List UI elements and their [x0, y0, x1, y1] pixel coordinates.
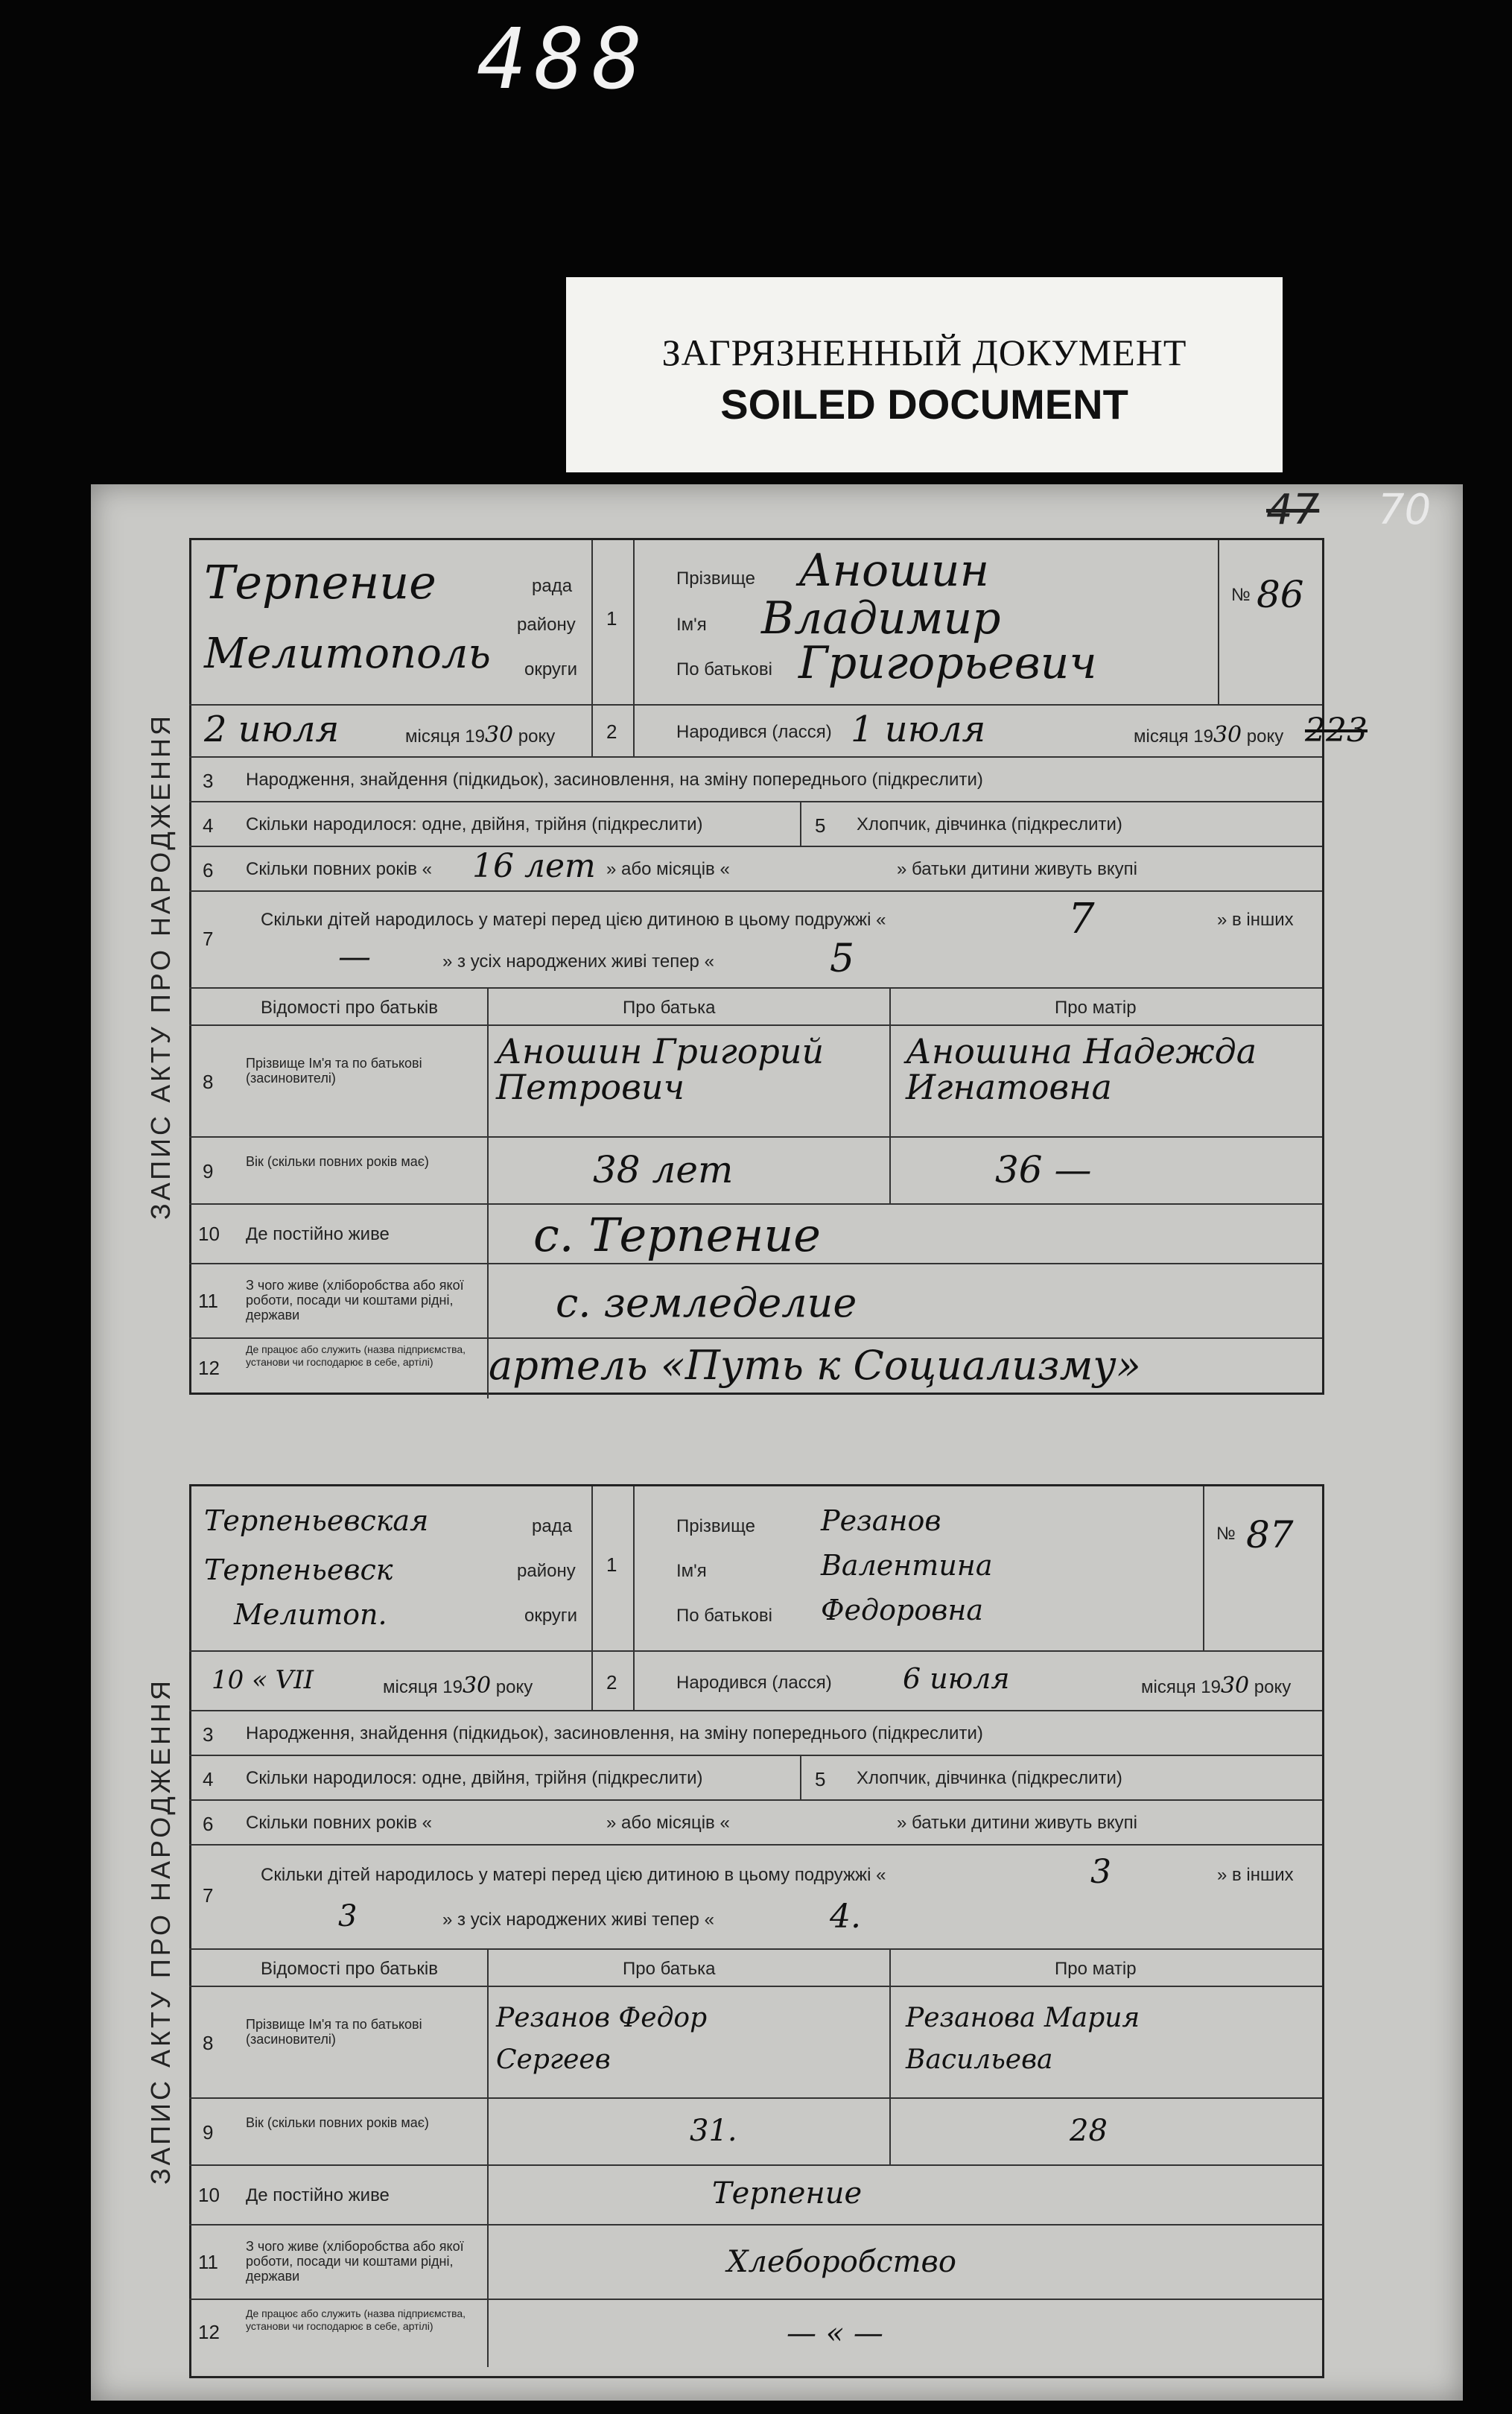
children-alive-value: 5 [830, 937, 855, 981]
row-6: 6 Скільки повних років « 16 лет » або місяців « » батьки дитини живуть вкупі [189, 846, 1322, 892]
born-roku-label: року [1246, 726, 1284, 747]
row5-label: Хлопчик, дівчинка (підкреслити) [857, 1768, 1122, 1788]
row-4: 4 Скільки народилося: одне, двійня, трійня (підкреслити) 5 Хлопчик, дівчинка (підкреслити) [189, 801, 1322, 847]
children-other-value: — [338, 938, 371, 976]
row-12: 12 Де працює або служить (назва підприємства, установи чи господарює в себе, артілі) — « — [189, 2299, 1322, 2367]
row-number-2: 2 [591, 706, 633, 758]
page-note [1266, 486, 1432, 534]
row10-label: Де постійно живе [246, 2185, 390, 2205]
form-grid-2 [189, 1484, 1324, 2378]
narodyvsya-label: Народився (ласся) [676, 722, 832, 742]
mother-name-value: Резанова Мария Васильева [906, 2003, 1140, 2075]
surname-value: Резанов [821, 1504, 941, 1537]
name-value: Валентина [821, 1549, 993, 1582]
row3-label: Народження, знайдення (підкидьок), засиновлення, на зміну попереднього (підкреслити) [246, 770, 983, 790]
pro-matir-label: Про матір [1055, 1959, 1137, 1979]
child-name-cell [633, 540, 1218, 704]
row8-label: Прізвище Ім'я та по батькові (засиновителі) [246, 1056, 422, 1086]
father-age-value: 31. [690, 2114, 737, 2148]
okrug-value: Мелитополь [204, 630, 491, 678]
born-cell [633, 706, 1368, 758]
surname-value: Аношин [798, 545, 990, 597]
okrugy-label: округи [524, 1606, 578, 1626]
row-1: Терпеньевская рада Терпеньевск району Мелитоп. округи 1 Прізвище Резанов Ім'я Валентина По батькові Федоровна № 87 [189, 1486, 1322, 1650]
corner-mark: 223 [1305, 712, 1368, 750]
stamp-ru: ЗАГРЯЗНЕННЫЙ ДОКУМЕНТ [661, 332, 1187, 373]
born-roku-label: року [1254, 1677, 1292, 1697]
row-10: 10 Де постійно живе Терпение [189, 2164, 1322, 2225]
page-note-new: 70 [1378, 486, 1432, 534]
month-label: місяця 19 [405, 726, 485, 747]
roku-label: року [518, 726, 556, 747]
row-2: 10 « VII місяця 1930 року 2 Народився (ласся) 6 июля місяця 1930 року [189, 1650, 1322, 1711]
row7a-label: Скільки дітей народилось у матері перед цією дитиною в цьому подружжі « [261, 910, 886, 930]
mother-age-value: 28 [1070, 2114, 1108, 2148]
imya-label: Ім'я [676, 615, 707, 635]
reg-date-value: 2 июля [204, 709, 340, 750]
row3-label: Народження, знайдення (підкидьок), засиновлення, на зміну попереднього (підкреслити) [246, 1723, 983, 1743]
occupation-value: Хлеборобство [727, 2245, 956, 2279]
row6b-label: » або місяців « [606, 859, 730, 879]
row9-label: Вік (скільки повних років має) [246, 2115, 429, 2130]
soiled-document-stamp [566, 277, 1283, 472]
imya-label: Ім'я [676, 1561, 707, 1581]
row6c-label: » батьки дитини живуть вкупі [897, 1813, 1137, 1833]
prizvyshche-label: Прізвище [676, 1516, 755, 1536]
row-2 [189, 704, 1368, 758]
rada-label: рада [532, 1516, 573, 1536]
form-grid [189, 538, 1368, 1395]
row4-label: Скільки народилося: одне, двійня, трійня (підкреслити) [246, 814, 703, 834]
born-year-value: 30 [1220, 1673, 1250, 1699]
narodyvsya-label: Народився (ласся) [676, 1673, 832, 1693]
archive-number: 488 [477, 11, 650, 108]
row12-label: Де працює або служить (назва підприємства, установи чи господарює в себе, артілі) [246, 1343, 466, 1368]
number-label: № [1216, 1524, 1236, 1544]
father-name-value: Аношин Григорий Петрович [496, 1031, 825, 1107]
row6a-label: Скільки повних років « [246, 1813, 432, 1833]
row7c-label: » з усіх народжених живі тепер « [442, 951, 714, 972]
okrugy-label: округи [524, 659, 578, 679]
row-10: 10 Де постійно живе с. Терпение [189, 1203, 1322, 1264]
row7b-label: » в інших [1217, 910, 1294, 930]
row4-label: Скільки народилося: одне, двійня, трійня (підкреслити) [246, 1768, 703, 1788]
residence-value: с. Терпение [533, 1208, 821, 1262]
reg-year-value: 30 [484, 722, 514, 748]
father-name-value: Резанов Федор Сергеев [496, 2003, 708, 2075]
work-value: артель «Путь к Социализму» [489, 1342, 1141, 1389]
roku-label: року [495, 1677, 533, 1697]
row9-label: Вік (скільки повних років має) [246, 1154, 429, 1169]
pro-matir-label: Про матір [1055, 998, 1137, 1018]
row7b-label: » в інших [1217, 1865, 1294, 1885]
born-year-value: 30 [1213, 722, 1242, 748]
born-month-label: місяця 19 [1141, 1677, 1221, 1697]
children-other-value: 3 [338, 1899, 358, 1933]
row5-label: Хлопчик, дівчинка (підкреслити) [857, 814, 1122, 834]
row-8: 8 Прізвище Ім'я та по батькові (засиновителі) Аношин Григорий Петрович Аношина Надежда Игнатовна [189, 1024, 1322, 1138]
residence-value: Терпение [712, 2176, 863, 2211]
row6c-label: » батьки дитини живуть вкупі [897, 859, 1137, 879]
row-4: 4 Скільки народилося: одне, двійня, трійня (підкреслити) 5 Хлопчик, дівчинка (підкреслити) [189, 1755, 1322, 1801]
row-7: 7 Скільки дітей народилось у матері перед цією дитиною в цьому подружжі « 7 » в інших — » з усіх народжених живі тепер « 5 [189, 890, 1322, 989]
pro-batka-label: Про батька [623, 1959, 716, 1979]
birth-record-form-1 [133, 538, 1368, 1395]
parents-header [189, 987, 1322, 1026]
born-value: 1 июля [851, 709, 986, 750]
row-11: 11 З чого живе (хліборобства або якої роботи, посади чи коштами рідні, держави Хлеборобство [189, 2224, 1322, 2300]
row6b-label: » або місяців « [606, 1813, 730, 1833]
vertical-title: ЗАПИС АКТУ ПРО НАРОДЖЕННЯ [133, 538, 191, 1395]
row-12: 12 Де працює або служить (назва підприємства, установи чи господарює в себе, артілі) артель «Путь к Социализму» [189, 1337, 1322, 1398]
children-before-value: 3 [1090, 1853, 1111, 1891]
row11-label: З чого живе (хліборобства або якої роботи, посади чи коштами рідні, держави [246, 1278, 464, 1322]
row-9: 9 Вік (скільки повних років має) 31. 28 [189, 2097, 1322, 2166]
okrug-value: Мелитоп. [234, 1598, 387, 1631]
row-3: 3 Народження, знайдення (підкидьок), засиновлення, на зміну попереднього (підкреслити) [189, 756, 1322, 802]
stamp-en: SOILED DOCUMENT [720, 381, 1128, 428]
mother-name-value: Аношина Надежда Игнатовна [906, 1031, 1257, 1107]
children-before-value: 7 [1068, 895, 1095, 943]
children-alive-value: 4. [830, 1898, 861, 1936]
name-value: Владимир [761, 592, 1001, 644]
birth-record-form-2 [133, 1484, 1324, 2378]
row-number-1: 1 [591, 540, 633, 704]
po-batkovi-label: По батькові [676, 1606, 772, 1626]
father-age-value: 38 лет [593, 1148, 734, 1191]
raion-label: району [517, 615, 576, 635]
row7c-label: » з усіх народжених живі тепер « [442, 1910, 714, 1930]
month-label: місяця 19 [383, 1677, 463, 1697]
raion-value: Терпеньевск [204, 1553, 393, 1586]
born-value: 6 июля [903, 1662, 1010, 1695]
born-month-label: місяця 19 [1134, 726, 1213, 747]
row-8: 8 Прізвище Ім'я та по батькові (засиновителі) Резанов Федор Сергеев Резанова Мария Васильева [189, 1986, 1322, 2099]
reg-date-value: 10 « VII [212, 1665, 314, 1695]
record-number: 87 [1246, 1513, 1294, 1556]
row7a-label: Скільки дітей народилось у матері перед цією дитиною в цьому подружжі « [261, 1865, 886, 1885]
page-note-old: 47 [1266, 486, 1320, 534]
row-9: 9 Вік (скільки повних років має) 38 лет 36 — [189, 1136, 1322, 1205]
parents-header [189, 1948, 1322, 1987]
record-number-cell [1218, 540, 1322, 704]
row-6: 6 Скільки повних років « » або місяців « » батьки дитини живуть вкупі [189, 1799, 1322, 1846]
rada-value: Терпение [204, 555, 436, 609]
row12-label: Де працює або служить (назва підприємства, установи чи господарює в себе, артілі) [246, 2307, 466, 2332]
patronymic-value: Григорьевич [798, 637, 1097, 689]
years-together-value: 16 лет [472, 847, 596, 885]
po-batkovi-label: По батькові [676, 659, 772, 679]
row-7: 7 Скільки дітей народилось у матері перед цією дитиною в цьому подружжі « 3 » в інших 3 » з усіх народжених живі тепер « 4. [189, 1844, 1322, 1950]
prizvyshche-label: Прізвище [676, 568, 755, 589]
row-1 [189, 540, 1322, 704]
row11-label: З чого живе (хліборобства або якої роботи, посади чи коштами рідні, держави [246, 2239, 464, 2284]
work-value: — « — [787, 2316, 883, 2351]
patronymic-value: Федоровна [821, 1594, 983, 1626]
row6a-label: Скільки повних років « [246, 859, 432, 879]
vidomosti-label: Відомості про батьків [261, 1959, 438, 1979]
vidomosti-label: Відомості про батьків [261, 998, 438, 1018]
record-number: 86 [1257, 573, 1304, 616]
row8-label: Прізвище Ім'я та по батькові (засиновителі) [246, 2017, 422, 2047]
reg-year-value: 30 [462, 1673, 492, 1699]
vertical-title-2: ЗАПИС АКТУ ПРО НАРОДЖЕННЯ [133, 1484, 191, 2378]
rada-value: Терпеньевская [204, 1504, 429, 1537]
row10-label: Де постійно живе [246, 1224, 390, 1244]
row-3: 3 Народження, знайдення (підкидьок), засиновлення, на зміну попереднього (підкреслити) [189, 1710, 1322, 1756]
raion-label: району [517, 1561, 576, 1581]
number-label: № [1231, 585, 1251, 605]
row-11: 11 З чого живе (хліборобства або якої роботи, посади чи коштами рідні, держави с. земледелие [189, 1263, 1322, 1339]
rada-label: рада [532, 576, 573, 596]
occupation-value: с. земледелие [556, 1279, 857, 1326]
pro-batka-label: Про батька [623, 998, 716, 1018]
mother-age-value: 36 — [995, 1148, 1092, 1191]
